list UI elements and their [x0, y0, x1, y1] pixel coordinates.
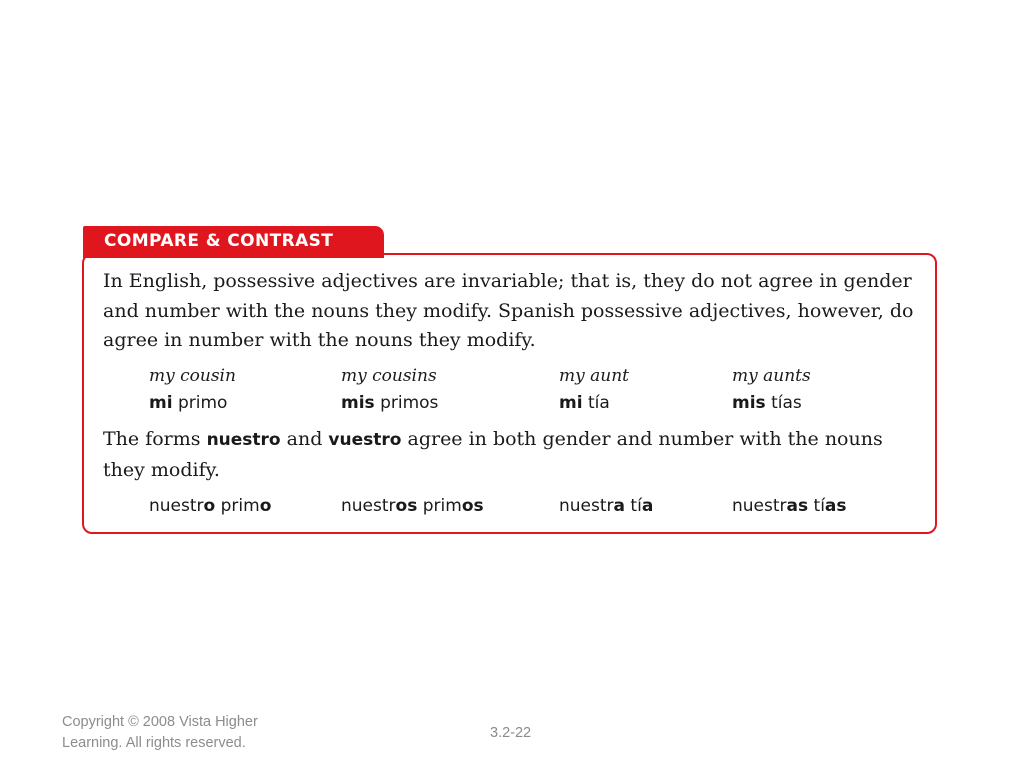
gloss-my-cousins: my cousins	[341, 366, 437, 386]
example-segment: tí	[808, 496, 825, 516]
paragraph-intro-line: agree in number with the nouns they modify.	[103, 329, 536, 351]
text-segment: agree in both gender and number with the nouns	[401, 428, 883, 450]
example-segment: nuestr	[341, 496, 396, 516]
text-segment: and	[280, 428, 329, 450]
paragraph-intro-line: and number with the nouns they modify. Spanish possessive adjectives, however, do	[103, 299, 914, 322]
copyright-line: Learning. All rights reserved.	[62, 735, 246, 751]
gloss-my-aunts: my aunts	[732, 366, 811, 386]
example-segment: mi	[149, 393, 173, 413]
example-segment: nuestr	[732, 496, 787, 516]
paragraph-intro	[103, 267, 913, 356]
paragraph-forms	[103, 425, 883, 485]
example-ending: o	[259, 496, 272, 516]
example-segment: primo	[172, 393, 228, 413]
example-ending: as	[786, 496, 809, 516]
example-mi-primo	[149, 393, 227, 413]
example-ending: a	[641, 496, 654, 516]
section-tab	[83, 226, 384, 258]
example-nuestros-primos	[341, 496, 484, 516]
example-segment: mi	[559, 393, 583, 413]
example-segment: tí	[625, 496, 642, 516]
example-segment: mis	[732, 393, 766, 413]
slide-number: 3.2-22	[490, 725, 532, 741]
paragraph-intro-line: In English, possessive adjectives are invariable; that is, they do not agree in gender	[103, 270, 912, 292]
example-segment: mis	[341, 393, 375, 413]
text-segment: The forms	[103, 428, 207, 450]
example-mi-tia	[559, 393, 610, 413]
example-ending: os	[461, 496, 484, 516]
keyword-vuestro: vuestro	[328, 430, 402, 450]
example-segment: prim	[215, 496, 260, 516]
keyword-nuestro: nuestro	[206, 430, 281, 450]
example-segment: tías	[765, 393, 802, 413]
copyright-line: Copyright © 2008 Vista Higher	[62, 714, 258, 730]
copyright-notice	[62, 712, 302, 754]
paragraph-forms-line: they modify.	[103, 458, 220, 481]
example-segment: tía	[582, 393, 610, 413]
example-ending: os	[395, 496, 418, 516]
example-segment: nuestr	[149, 496, 204, 516]
example-segment: prim	[417, 496, 462, 516]
tab-label: COMPARE & CONTRAST	[104, 231, 334, 251]
example-mis-tias	[732, 393, 802, 413]
example-segment: nuestr	[559, 496, 614, 516]
example-ending: a	[613, 496, 626, 516]
example-nuestras-tias	[732, 496, 847, 516]
example-ending: as	[824, 496, 847, 516]
example-mis-primos	[341, 393, 438, 413]
example-ending: o	[203, 496, 216, 516]
example-segment: primos	[374, 393, 439, 413]
paragraph-forms-line	[103, 425, 883, 456]
example-nuestro-primo	[149, 496, 271, 516]
example-nuestra-tia	[559, 496, 653, 516]
gloss-my-cousin: my cousin	[149, 366, 236, 386]
gloss-my-aunt: my aunt	[559, 366, 629, 386]
